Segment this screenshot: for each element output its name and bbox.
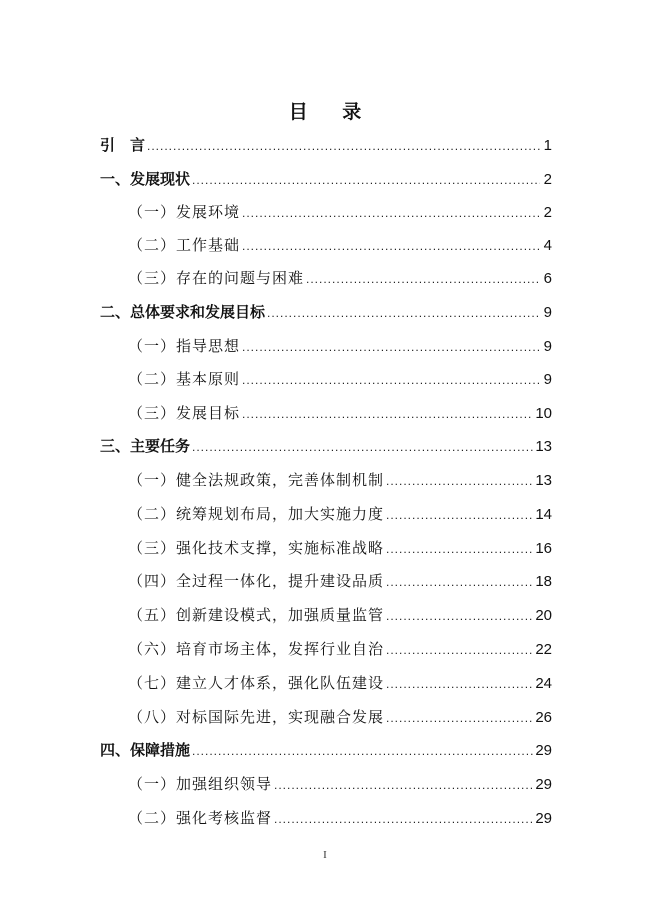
dot-leader: [147, 135, 540, 157]
toc-entry-page: 2: [543, 204, 552, 221]
toc-entry-label: （六）培育市场主体，发挥行业自治: [128, 640, 385, 658]
toc-entry-label: （七）建立人才体系，强化队伍建设: [128, 674, 385, 692]
dot-leader: [242, 336, 540, 358]
toc-entry[interactable]: [128, 807, 552, 829]
dot-leader: [274, 774, 533, 796]
toc-entry-page: 16: [535, 540, 552, 557]
dot-leader: [386, 504, 533, 526]
dot-leader: [386, 571, 533, 593]
toc-entry[interactable]: [100, 134, 552, 156]
dot-leader: [274, 808, 533, 830]
toc-entry-page: 10: [535, 405, 552, 422]
toc-entry-page: 9: [543, 371, 552, 388]
toc-entry-page: 13: [535, 438, 552, 455]
toc-entry-label: （一）加强组织领导: [128, 775, 273, 793]
toc-entry-label: （一）健全法规政策，完善体制机制: [128, 471, 385, 489]
toc-entry[interactable]: [128, 267, 552, 289]
toc-entry-label: （二）统筹规划布局，加大实施力度: [128, 505, 385, 523]
toc-entry-label: 四、保障措施: [100, 741, 191, 759]
toc-entry[interactable]: [128, 368, 552, 390]
toc-entry-label: （一）指导思想: [128, 337, 241, 355]
toc-entry-label: 一、发展现状: [100, 170, 191, 188]
toc-entry-label: （四）全过程一体化，提升建设品质: [128, 572, 385, 590]
toc-entry[interactable]: [128, 201, 552, 223]
toc-entry[interactable]: [128, 672, 552, 694]
toc-entry-label: 二、总体要求和发展目标: [100, 303, 266, 321]
toc-entry[interactable]: [128, 773, 552, 795]
toc-entry-label: （三）存在的问题与困难: [128, 269, 305, 287]
toc-entry[interactable]: [100, 168, 552, 190]
toc-entry-page: 4: [543, 237, 552, 254]
toc-entry-page: 9: [543, 304, 552, 321]
toc-entry[interactable]: [128, 234, 552, 256]
toc-entry-label: （二）强化考核监督: [128, 809, 273, 827]
toc-entry-page: 29: [535, 776, 552, 793]
toc-entry-page: 14: [535, 506, 552, 523]
toc-entry[interactable]: [100, 301, 552, 323]
toc-entry-label: （八）对标国际先进，实现融合发展: [128, 708, 385, 726]
toc-entry[interactable]: [128, 537, 552, 559]
toc-entry-page: 26: [535, 709, 552, 726]
dot-leader: [242, 235, 540, 257]
toc-entry-page: 6: [543, 270, 552, 287]
page-number: I: [323, 849, 327, 861]
toc-entry[interactable]: [128, 335, 552, 357]
toc-entry[interactable]: [128, 638, 552, 660]
toc-entry-page: 1: [543, 137, 552, 154]
toc-entry[interactable]: [100, 435, 552, 457]
dot-leader: [386, 470, 533, 492]
toc-entry-page: 18: [535, 573, 552, 590]
toc-entry-page: 2: [543, 171, 552, 188]
dot-leader: [386, 538, 533, 560]
dot-leader: [242, 369, 540, 391]
toc-entry[interactable]: [128, 503, 552, 525]
toc-entry-label: （一）发展环境: [128, 203, 241, 221]
dot-leader: [192, 740, 533, 762]
toc-entry-page: 22: [535, 641, 552, 658]
dot-leader: [306, 268, 540, 290]
dot-leader: [386, 639, 533, 661]
dot-leader: [192, 436, 533, 458]
toc-entry-label: （五）创新建设模式，加强质量监管: [128, 606, 385, 624]
toc-entry-page: 29: [535, 810, 552, 827]
dot-leader: [242, 202, 540, 224]
dot-leader: [192, 169, 540, 191]
toc-entry[interactable]: [128, 604, 552, 626]
dot-leader: [386, 707, 533, 729]
toc-entry[interactable]: [128, 469, 552, 491]
toc-entry-label: （二）工作基础: [128, 236, 241, 254]
toc-entry-label: （三）发展目标: [128, 404, 241, 422]
toc-entry[interactable]: [128, 402, 552, 424]
toc-entry[interactable]: [128, 570, 552, 592]
dot-leader: [386, 673, 533, 695]
toc-entry-page: 13: [535, 472, 552, 489]
toc-entry-label: （二）基本原则: [128, 370, 241, 388]
toc-entry[interactable]: [100, 739, 552, 761]
toc-title: 目 录: [288, 101, 376, 123]
toc-entry-page: 9: [543, 338, 552, 355]
dot-leader: [242, 403, 533, 425]
toc-entry-label: 引 言: [100, 136, 146, 154]
toc-entry-page: 29: [535, 742, 552, 759]
toc-entry-page: 20: [535, 607, 552, 624]
dot-leader: [386, 605, 533, 627]
dot-leader: [267, 302, 540, 324]
toc-entry[interactable]: [128, 706, 552, 728]
toc-entry-label: （三）强化技术支撑，实施标准战略: [128, 539, 385, 557]
toc-entry-page: 24: [535, 675, 552, 692]
toc-entry-label: 三、主要任务: [100, 437, 191, 455]
